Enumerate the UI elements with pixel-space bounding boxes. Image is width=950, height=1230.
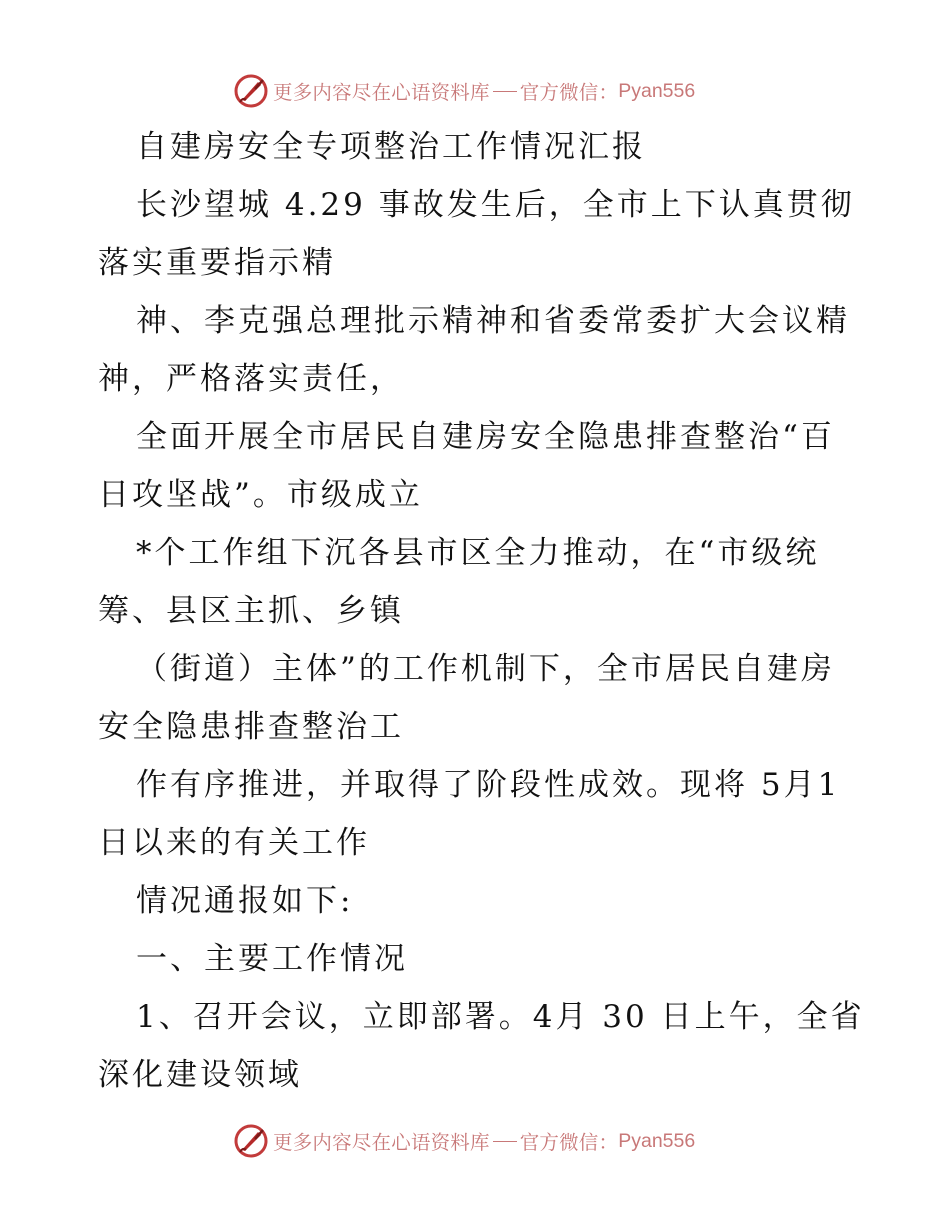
document-title: 自建房安全专项整治工作情况汇报 <box>136 129 646 165</box>
text-line: 全面开展全市居民自建房安全隐患排查整治“百 <box>136 419 835 455</box>
watermark-wechat-id: Pyan556 <box>618 1129 696 1152</box>
watermark-brand-text: 更多内容尽在心语资料库 <box>273 81 490 104</box>
quill-logo-icon <box>233 73 269 109</box>
document-body <box>98 118 865 1104</box>
text-line: 作有序推进，并取得了阶段性成效。现将 5月1 <box>136 767 841 803</box>
text-line: 日攻坚战”。市级成立 <box>98 477 423 513</box>
text-line: 落实重要指示精 <box>98 245 336 281</box>
text-line: 筹、县区主抓、乡镇 <box>98 593 404 629</box>
watermark-wechat-id: Pyan556 <box>618 79 696 102</box>
quill-logo-icon <box>233 1123 269 1159</box>
text-line: 神、李克强总理批示精神和省委常委扩大会议精 <box>136 303 850 339</box>
watermark-dash <box>493 1141 517 1142</box>
watermark-dash <box>493 91 517 92</box>
text-line: 日以来的有关工作 <box>98 825 370 861</box>
text-line: 情况通报如下: <box>136 883 354 919</box>
watermark-brand-text: 更多内容尽在心语资料库 <box>273 1131 490 1154</box>
text-line: （街道）主体”的工作机制下，全市居民自建房 <box>136 651 835 687</box>
text-line: 1、召开会议，立即部署。4月 30 日上午，全省 <box>136 999 865 1035</box>
text-line: 安全隐患排查整治工 <box>98 709 404 745</box>
text-line: *个工作组下沉各县市区全力推动，在“市级统 <box>136 535 820 571</box>
section-heading: 一、主要工作情况 <box>136 941 408 977</box>
text-line: 长沙望城 4.29 事故发生后，全市上下认真贯彻 <box>136 187 855 223</box>
header-watermark <box>233 71 695 111</box>
text-line: 神，严格落实责任， <box>98 361 404 397</box>
footer-watermark <box>233 1121 695 1161</box>
watermark-wechat-label: 官方微信： <box>519 1131 619 1154</box>
text-line: 深化建设领域 <box>98 1057 302 1093</box>
watermark-wechat-label: 官方微信： <box>519 81 619 104</box>
